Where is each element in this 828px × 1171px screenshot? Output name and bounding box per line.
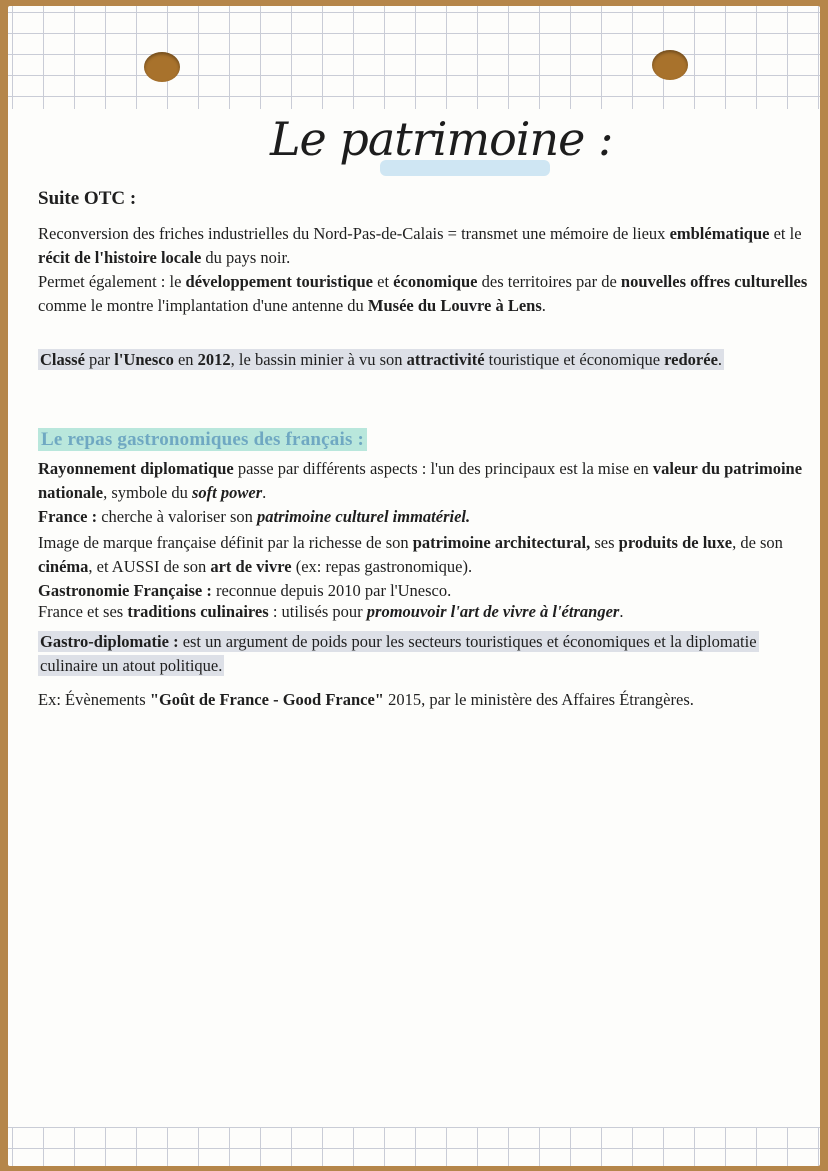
- bold-italic-text: patrimoine culturel immatériel.: [257, 507, 471, 526]
- text-run: reconnue depuis 2010 par l'Unesco.: [211, 581, 452, 600]
- bold-text: 2012: [197, 350, 231, 369]
- bold-text: valeur du patrimoine nationale: [38, 459, 803, 502]
- text-run: France et ses: [38, 602, 128, 621]
- text-run: des territoires par de: [477, 272, 621, 291]
- text-run: comme le montre l'implantation d'une antenne du: [38, 296, 368, 315]
- text-run: Image de marque française définit par la richesse de son: [38, 533, 413, 552]
- bold-text: nouvelles offres culturelles: [620, 272, 808, 291]
- text-run: .: [717, 350, 723, 369]
- paragraph: [38, 505, 470, 529]
- bold-text: patrimoine architectural,: [412, 533, 591, 552]
- bold-text: traditions culinaires: [127, 602, 269, 621]
- text-run: en: [173, 350, 198, 369]
- text-run: .: [262, 483, 267, 502]
- paragraph: [38, 457, 808, 505]
- bold-text: récit de l'histoire locale: [38, 248, 202, 267]
- text-run: .: [619, 602, 624, 621]
- grey-highlight: [38, 349, 724, 370]
- grid-header-area: [8, 6, 820, 109]
- paragraph: [38, 270, 808, 318]
- bold-text: attractivité: [406, 350, 485, 369]
- grid-footer-area: [8, 1127, 820, 1166]
- text-run: .: [541, 296, 546, 315]
- highlighted-paragraph: [38, 630, 808, 678]
- bold-text: Classé: [40, 350, 85, 369]
- bold-text: Gastronomie Française :: [38, 581, 212, 600]
- section-heading-gastronomy-wrap: [38, 428, 367, 452]
- paragraph: [38, 600, 623, 624]
- text-run: Reconversion des friches industrielles du Nord-Pas-de-Calais = transmet une mémoire de lieux: [38, 224, 670, 243]
- text-run: Ex: Évènements: [38, 690, 150, 709]
- text-run: ses: [590, 533, 619, 552]
- text-run: et le: [769, 224, 802, 243]
- binder-hole-right: [652, 50, 688, 80]
- bold-text: Musée du Louvre à Lens: [367, 296, 542, 315]
- text-run: 2015, par le ministère des Affaires Étrangères.: [383, 690, 694, 709]
- text-run: , et AUSSI de son: [88, 557, 211, 576]
- paragraph: [38, 222, 808, 270]
- bold-text: produits de luxe: [618, 533, 733, 552]
- bold-text: cinéma: [38, 557, 89, 576]
- bold-text: emblématique: [669, 224, 770, 243]
- text-run: touristique et économique: [484, 350, 665, 369]
- text-run: par: [84, 350, 115, 369]
- text-run: Permet également : le: [38, 272, 186, 291]
- bold-text: France :: [38, 507, 98, 526]
- paragraph: [38, 531, 808, 579]
- text-run: , le bassin minier à vu son: [230, 350, 407, 369]
- bold-text: Rayonnement diplomatique: [38, 459, 234, 478]
- paragraph: [38, 688, 694, 712]
- bold-italic-text: promouvoir l'art de vivre à l'étranger: [366, 602, 620, 621]
- bold-text: "Goût de France - Good France": [149, 690, 384, 709]
- section-heading-gastronomy: Le repas gastronomiques des français :: [38, 428, 367, 451]
- highlighted-paragraph: [38, 348, 724, 372]
- page-title: Le patrimoine :: [270, 112, 613, 166]
- bold-italic-text: soft power: [192, 483, 263, 502]
- text-run: , symbole du: [103, 483, 193, 502]
- bold-text: économique: [393, 272, 478, 291]
- bold-text: redorée: [664, 350, 718, 369]
- section-heading-otc: Suite OTC :: [38, 188, 137, 209]
- text-run: est un argument de poids pour les secteurs touristiques et économiques et la diplomatie culinaire un atout politique.: [40, 632, 757, 675]
- bold-text: développement touristique: [185, 272, 373, 291]
- bold-text: l'Unesco: [114, 350, 174, 369]
- bold-text: art de vivre: [210, 557, 292, 576]
- text-run: et: [373, 272, 394, 291]
- bold-text: Gastro-diplomatie :: [40, 632, 179, 651]
- grey-highlight: [38, 631, 759, 676]
- text-run: (ex: repas gastronomique).: [291, 557, 473, 576]
- binder-hole-left: [144, 52, 180, 82]
- text-run: cherche à valoriser son: [97, 507, 257, 526]
- text-run: passe par différents aspects : l'un des principaux est la mise en: [233, 459, 653, 478]
- text-run: : utilisés pour: [268, 602, 367, 621]
- text-run: du pays noir.: [201, 248, 291, 267]
- text-run: , de son: [732, 533, 783, 552]
